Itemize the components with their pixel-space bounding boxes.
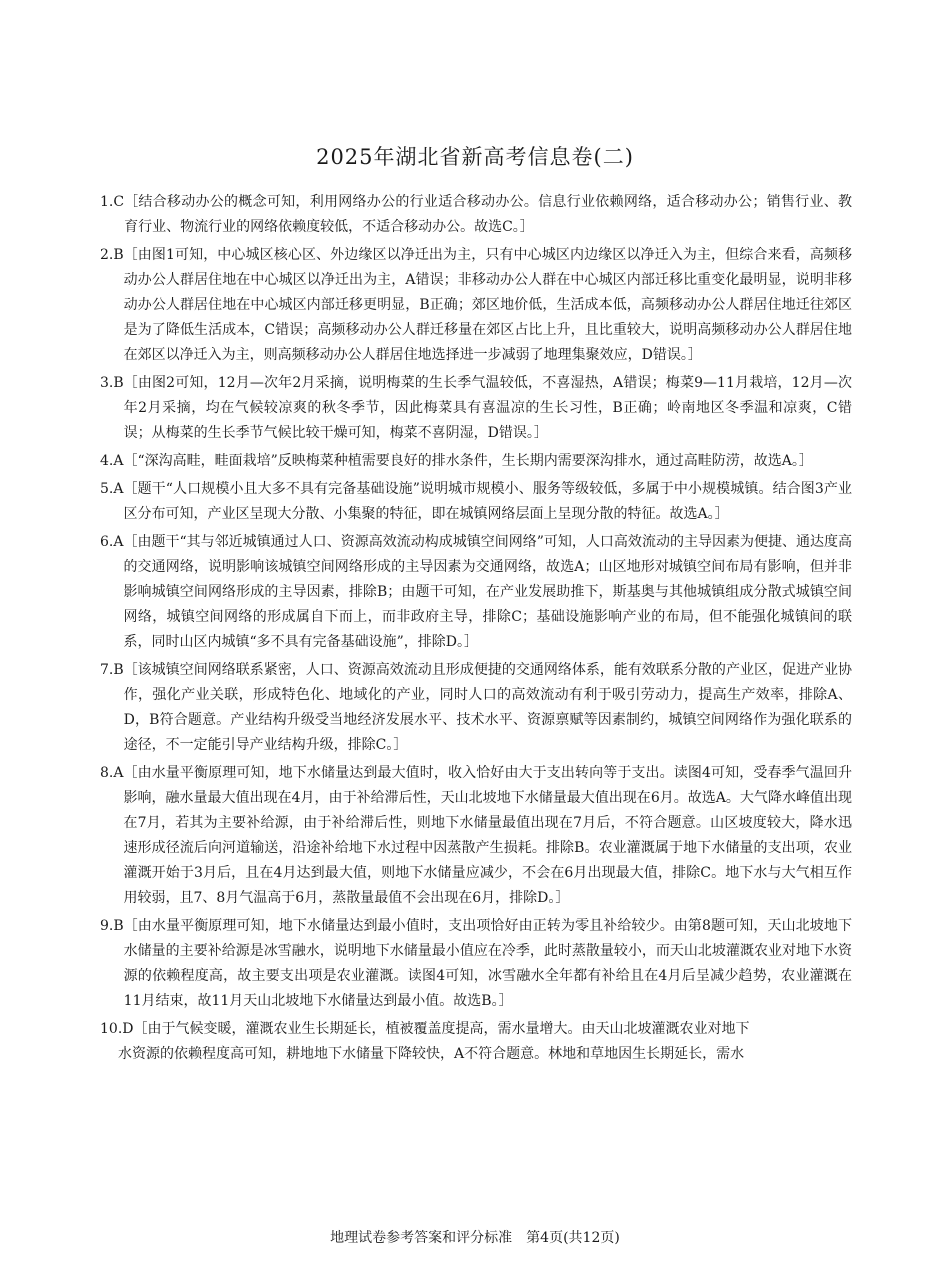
answer-explanation: ［由题干“其与邻近城镇通过人口、资源高效流动构成城镇空间网络”可知，人口高效流动的主导因素为便捷、通达度高的交通网络，说明影响该城镇空间网络形成的主导因素为交通网络，故选A；山区地形对城镇空间布局有影响，但并非影响城镇空间网络形成的主导因素，排除B；由题干可知，在产业发展助推下，斯基奥与其他城镇组成分散式城镇空间网络，城镇空间网络的形成属自下而上，而非政府主导，排除C；基础设施影响产业的布局，但不能强化城镇间的联系，同时山区内城镇“多不具有完备基础设施”，排除D。］: [123, 534, 852, 650]
answer-explanation-continued: 水资源的依赖程度高可知，耕地地下水储量下降较快，A不符合题意。林地和草地因生长期延长，需水: [118, 1046, 745, 1062]
answer-explanation: ［该城镇空间网络联系紧密，人口、资源高效流动且形成便捷的交通网络体系，能有效联系分散的产业区，促进产业协作，强化产业关联，形成特色化、地域化的产业，同时人口的高效流动有利于吸引劳动力，提高生产效率，排除A、D，B符合题意。产业结构升级受当地经济发展水平、技术水平、资源禀赋等因素制约，城镇空间网络作为强化联系的途径，不一定能引导产业结构升级，排除C。］: [123, 662, 852, 753]
answer-item-5: [100, 477, 852, 527]
answer-item-8: [100, 761, 852, 911]
answer-explanation: ［“深沟高畦，畦面栽培”反映梅菜种植需要良好的排水条件，生长期内需要深沟排水，通过高畦防涝，故选A。］: [123, 453, 813, 469]
answer-explanation: ［由水量平衡原理可知，地下水储量达到最大值时，收入恰好由大于支出转向等于支出。读图4可知，受春季气温回升影响，融水量最大值出现在4月，由于补给滞后性，天山北坡地下水储量最大值出现在6月。故选A。大气降水峰值出现在7月，若其为主要补给源，由于补给滞后性，则地下水储量最值出现在7月后，不符合题意。山区坡度较大，降水迅速形成径流后向河道输送，沿途补给地下水过程中因蒸散产生损耗。排除B。农业灌溉属于地下水储量的支出项，农业灌溉开始于3月后，且在4月达到最大值，则地下水储量应减少，不会在6月出现最大值，排除C。地下水与大气相互作用较弱，且7、8月气温高于6月，蒸散量最值不会出现在6月，排除D。］: [123, 765, 852, 906]
answer-number: 1.C: [100, 194, 125, 210]
answer-explanation: ［由于气候变暖，灌溉农业生长期延长，植被覆盖度提高，需水量增大。由天山北坡灌溉农业对地下: [133, 1021, 750, 1037]
answer-item-7: [100, 658, 852, 758]
answer-explanation: ［由图2可知，12月—次年2月采摘，说明梅菜的生长季气温较低，不喜湿热，A错误；梅菜9—11月栽培，12月—次年2月采摘，均在气候较凉爽的秋冬季节，因此梅菜具有喜温凉的生长习性，B正确；岭南地区冬季温和凉爽，C错误；从梅菜的生长季节气候比较干燥可知，梅菜不喜阴湿，D错误。］: [123, 375, 852, 441]
answer-explanation: ［结合移动办公的概念可知，利用网络办公的行业适合移动办公。信息行业依赖网络，适合移动办公；销售行业、教育行业、物流行业的网络依赖度较低，不适合移动办公。故选C。］: [124, 194, 852, 235]
answer-number: 3.B: [100, 375, 124, 391]
answer-number: 2.B: [100, 247, 124, 263]
answer-number: 7.B: [100, 662, 124, 678]
answer-number: 8.A: [100, 765, 124, 781]
answer-item-2: [100, 243, 852, 368]
answer-number: 4.A: [100, 453, 124, 469]
answer-item-6: [100, 530, 852, 655]
answer-number: 10.D: [100, 1021, 134, 1037]
answer-item-9: [100, 914, 852, 1014]
answer-explanation: ［由水量平衡原理可知，地下水储量达到最小值时，支出项恰好由正转为零且补给较少。由第8题可知，天山北坡地下水储量的主要补给源是冰雪融水，说明地下水储量最小值应在冷季，此时蒸散量较小，而天山北坡灌溉农业对地下水资源的依赖程度高，故主要支出项是农业灌溉。读图4可知，冰雪融水全年都有补给且在4月后呈减少趋势，农业灌溉在11月结束，故11月天山北坡地下水储量达到最小值。故选B。］: [123, 918, 852, 1009]
answer-item-10: [100, 1017, 852, 1067]
answer-item-3: [100, 371, 852, 446]
answer-number: 9.B: [100, 918, 124, 934]
answer-explanation: ［题干“人口规模小且大多不具有完备基础设施”说明城市规模小、服务等级较低，多属于中小规模城镇。结合图3产业区分布可知，产业区呈现大分散、小集聚的特征，即在城镇网络层面上呈现分散的特征。故选A。］: [123, 481, 852, 522]
answer-item-1: [100, 190, 852, 240]
document-title: 2025年湖北省新高考信息卷(二): [316, 145, 634, 169]
answer-number: 5.A: [100, 481, 124, 497]
answer-item-4: [100, 449, 852, 474]
answer-number: 6.A: [100, 534, 124, 550]
page-footer: 地理试卷参考答案和评分标准 第4页(共12页): [330, 1230, 620, 1246]
answer-list: [100, 190, 852, 1070]
answer-explanation: ［由图1可知，中心城区核心区、外边缘区以净迁出为主，只有中心城区内边缘区以净迁入为主，但综合来看，高频移动办公人群居住地在中心城区以净迁出为主，A错误；非移动办公人群在中心城区内部迁移比重变化最明显，说明非移动办公人群居住地在中心城区内部迁移更明显，B正确；郊区地价低，生活成本低，高频移动办公人群居住地迁往郊区是为了降低生活成本，C错误；高频移动办公人群迁移量在郊区占比上升，且比重较大，说明高频移动办公人群居住地在郊区以净迁入为主，则高频移动办公人群居住地选择进一步减弱了地理集聚效应，D错误。］: [123, 247, 852, 363]
